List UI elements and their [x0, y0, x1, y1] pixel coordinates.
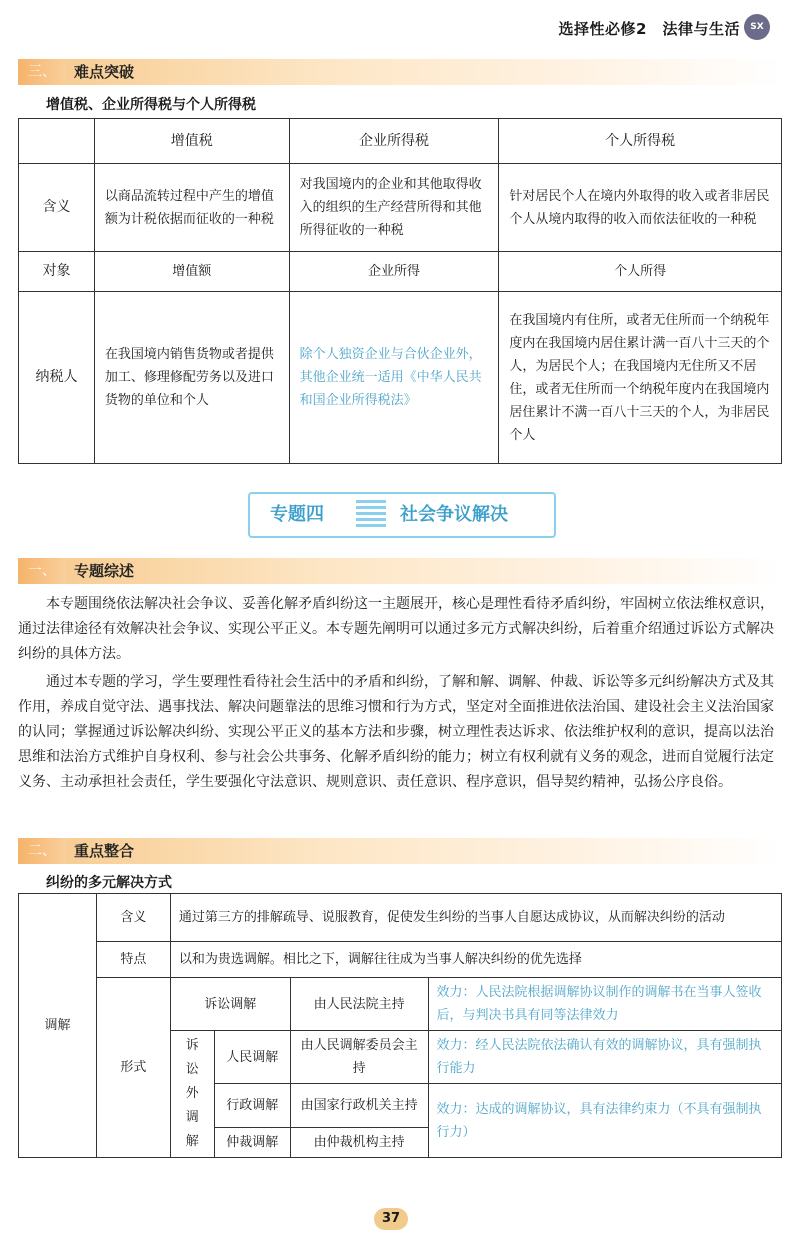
section-number: 三、 [18, 59, 66, 85]
table-row [19, 942, 782, 978]
header-badge-icon: SX [744, 14, 770, 40]
feature-text: 以和为贵选调解。相比之下，调解往往成为当事人解决纠纷的优先选择 [170, 942, 781, 978]
section-title: 专题综述 [74, 562, 135, 580]
table-cell-highlighted: 除个人独资企业与合伙企业外，其他企业统一适用《中华人民共和国企业所得税法》 [289, 292, 499, 464]
topic-banner [248, 492, 556, 538]
section-number: 一、 [18, 558, 66, 584]
page-header-title: 选择性必修2 法律与生活 [558, 20, 740, 38]
dispute-resolution-table [18, 893, 782, 1158]
meaning-text: 通过第三方的排解疏导、说服教育，促使发生纠纷的当事人自愿达成协议，从而解决纠纷的活动 [170, 894, 781, 942]
table1-caption: 增值税、企业所得税与个人所得税 [46, 97, 256, 113]
litigation-mediation-label: 诉讼调解 [170, 978, 290, 1031]
form-label: 形式 [96, 978, 170, 1158]
table-cell: 在我国境内销售货物或者提供加工、修理修配劳务以及进口货物的单位和个人 [94, 292, 289, 464]
section-bar-overview [18, 558, 782, 584]
table-cell: 对我国境内的企业和其他取得收入的组织的生产经营所得和其他所得征收的一种税 [289, 164, 499, 252]
people-mediation-effect: 效力：经人民法院依法确认有效的调解协议，具有强制执行能力 [428, 1031, 782, 1084]
feature-label: 特点 [96, 942, 170, 978]
table-cell: 在我国境内有住所，或者无住所而一个纳税年度内在我国境内居住累计满一百八十三天的个人，为居民个人；在我国境内无住所又不居住，或者无住所而一个纳税年度内在我国境内居住累计不满一百八十三天的个人，为非居民个人 [499, 292, 782, 464]
stripes-icon [356, 500, 386, 530]
table-header-cell: 企业所得税 [289, 119, 499, 164]
row-label: 纳税人 [19, 292, 95, 464]
admin-mediation-label: 行政调解 [214, 1084, 290, 1128]
section-title: 重点整合 [74, 842, 135, 860]
arbitration-mediation-host: 由仲裁机构主持 [290, 1128, 428, 1158]
table-row [19, 292, 782, 464]
table-header-cell [19, 119, 95, 164]
overview-paragraph-2: 通过本专题的学习，学生要理性看待社会生活中的矛盾和纠纷，了解和解、调解、仲裁、诉讼等多元纠纷解决方式及其作用，养成自觉守法、遇事找法、解决问题靠法的思维习惯和行为方式，坚定对全面推进依法治国、建设社会主义法治国家的认同；掌握通过诉讼解决纠纷、实现公平正义的基本方法和步骤，树立理性表达诉求、依法维护权利的意识，提高以法治思维和法治方式维护自身权利、参与社会公共事务、化解矛盾纠纷的能力；树立有权利就有义务的观念，进而自觉履行法定义务、主动承担社会责任，学生要强化守法意识、规则意识、责任意识、程序意识，倡导契约精神，弘扬公序良俗。 [18, 674, 774, 790]
people-mediation-label: 人民调解 [214, 1031, 290, 1084]
table-header-cell: 增值税 [94, 119, 289, 164]
people-mediation-host: 由人民调解委员会主持 [290, 1031, 428, 1084]
topic-title: 社会争议解决 [400, 504, 508, 525]
table-cell: 增值额 [94, 252, 289, 292]
table-cell: 以商品流转过程中产生的增值额为计税依据而征收的一种税 [94, 164, 289, 252]
table-header-row [19, 119, 782, 164]
table-cell: 企业所得 [289, 252, 499, 292]
page-number: 37 [374, 1208, 408, 1230]
litigation-effect: 效力：人民法院根据调解协议制作的调解书在当事人签收后，与判决书具有同等法律效力 [428, 978, 782, 1031]
section-bar-difficulties [18, 59, 782, 85]
tax-comparison-table [18, 118, 782, 464]
litigation-host: 由人民法院主持 [290, 978, 428, 1031]
mediation-label: 调解 [19, 894, 97, 1158]
meaning-label: 含义 [96, 894, 170, 942]
table-header-cell: 个人所得税 [499, 119, 782, 164]
table-cell: 针对居民个人在境内外取得的收入或者非居民个人从境内取得的收入而依法征收的一种税 [499, 164, 782, 252]
shared-effect: 效力：达成的调解协议，具有法律约束力（不具有强制执行力） [428, 1084, 782, 1158]
table2-caption: 纠纷的多元解决方式 [46, 875, 172, 891]
table-cell: 个人所得 [499, 252, 782, 292]
row-label: 含义 [19, 164, 95, 252]
table-row [19, 252, 782, 292]
arbitration-mediation-label: 仲裁调解 [214, 1128, 290, 1158]
section-number: 二、 [18, 838, 66, 864]
overview-paragraph-1: 本专题围绕依法解决社会争议、妥善化解矛盾纠纷这一主题展开，核心是理性看待矛盾纠纷，牢固树立依法维权意识，通过法律途径有效解决社会争议、实现公平正义。本专题先阐明可以通过多元方式解决纠纷，后着重介绍通过诉讼方式解决纠纷的具体方法。 [18, 596, 774, 662]
table-row [19, 164, 782, 252]
admin-mediation-host: 由国家行政机关主持 [290, 1084, 428, 1128]
out-of-court-label: 诉 讼 外 调 解 [170, 1031, 214, 1158]
row-label: 对象 [19, 252, 95, 292]
section-bar-key-points [18, 838, 782, 864]
table-row [19, 978, 782, 1031]
topic-number: 专题四 [270, 504, 324, 525]
table-row [19, 894, 782, 942]
section-title: 难点突破 [74, 63, 135, 81]
